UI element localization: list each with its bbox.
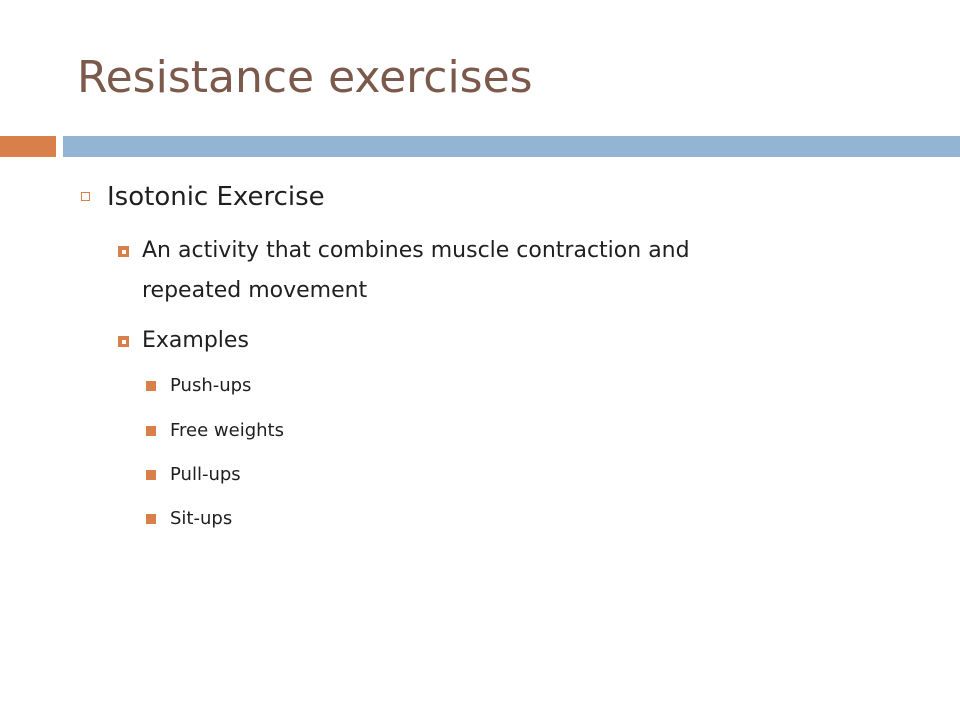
list-item-sit-ups: Sit-ups bbox=[170, 508, 233, 529]
filled-square-bullet-icon bbox=[146, 514, 156, 524]
filled-square-bullet-icon bbox=[146, 426, 156, 436]
hollow-square-bullet-icon bbox=[81, 192, 90, 201]
filled-square-bullet-icon bbox=[146, 381, 156, 391]
bullet-examples: Examples bbox=[142, 328, 249, 353]
filled-square-bullet-icon bbox=[146, 470, 156, 480]
bullet-definition-line-1: An activity that combines muscle contraction and bbox=[142, 238, 690, 263]
framed-square-bullet-icon bbox=[118, 336, 129, 347]
slide-title: Resistance exercises bbox=[77, 52, 533, 103]
framed-square-bullet-icon bbox=[118, 246, 129, 257]
bullet-isotonic-exercise: Isotonic Exercise bbox=[107, 182, 325, 212]
list-item-free-weights: Free weights bbox=[170, 420, 284, 441]
list-item-pull-ups: Pull-ups bbox=[170, 464, 241, 485]
list-item-push-ups: Push-ups bbox=[170, 375, 252, 396]
bullet-definition-line-2: repeated movement bbox=[142, 278, 368, 303]
